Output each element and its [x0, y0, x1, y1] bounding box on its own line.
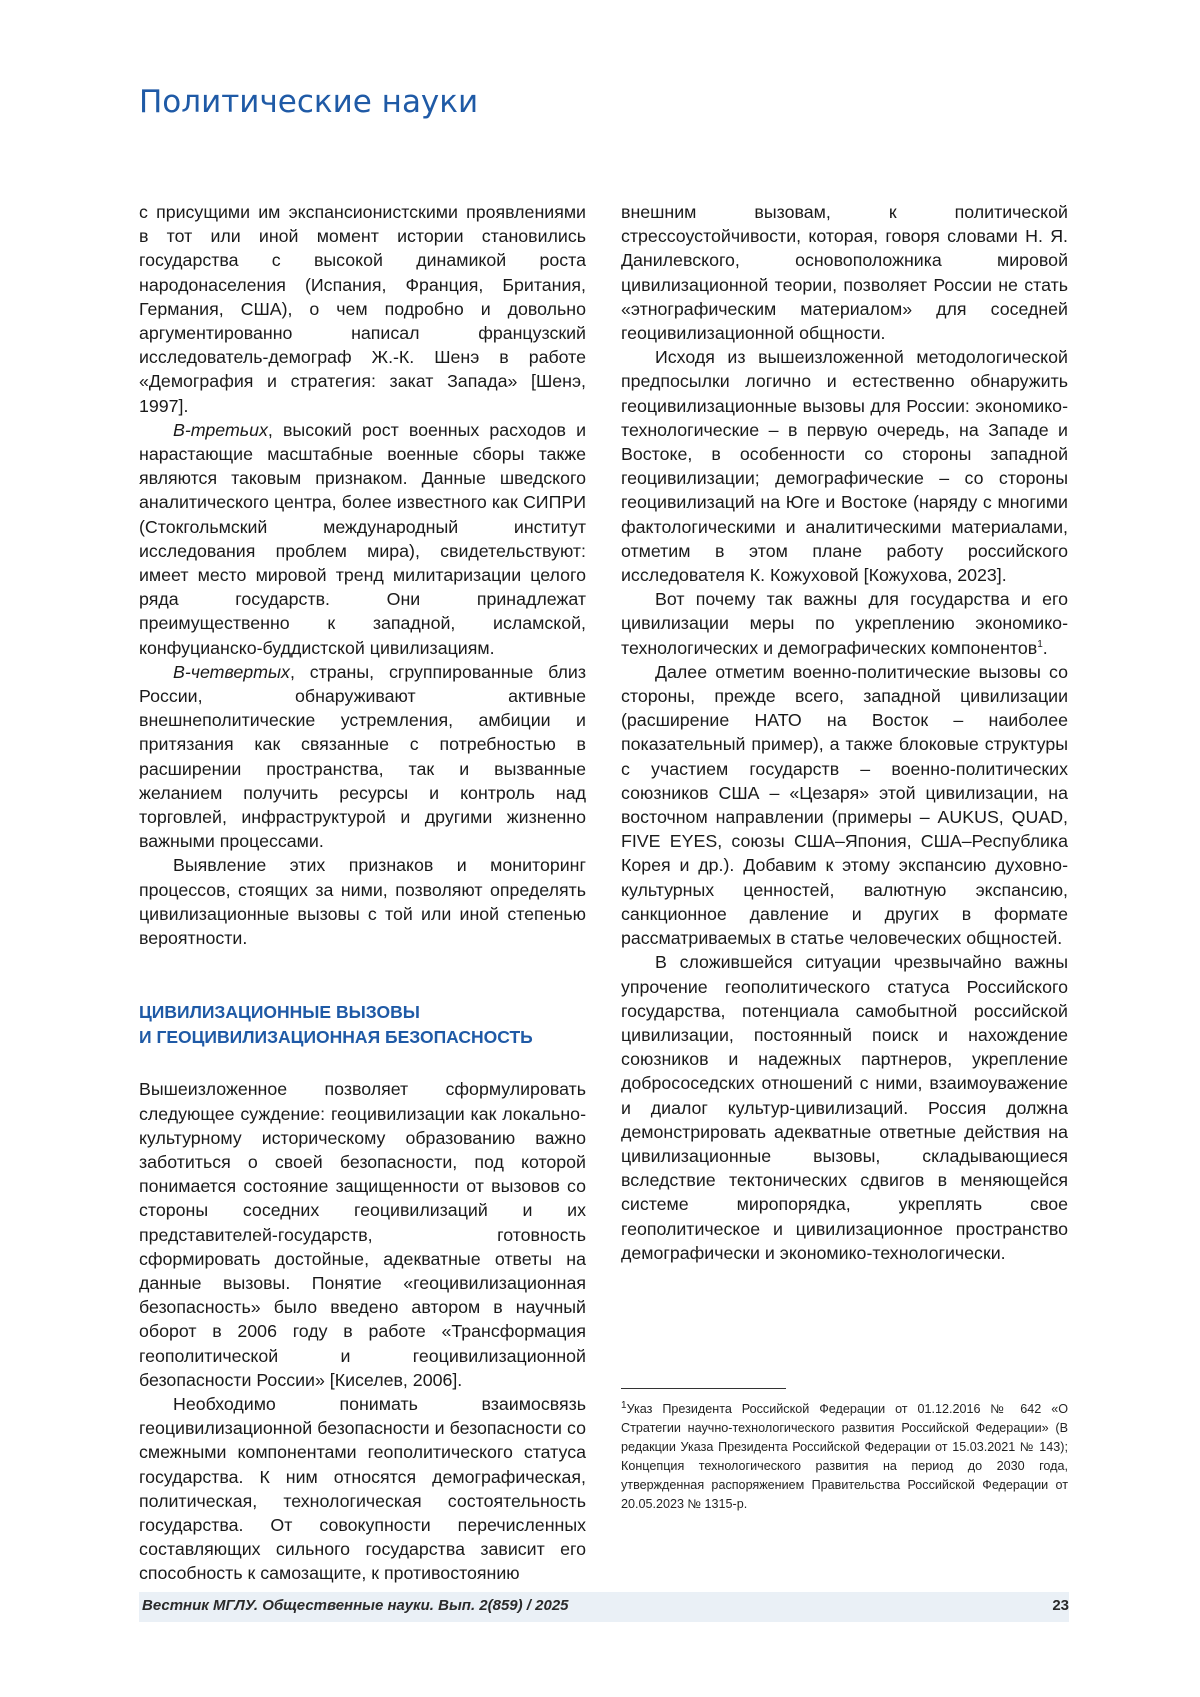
emphasis-lead: В-четвертых	[173, 661, 290, 682]
paragraph: В сложившейся ситуации чрезвычайно важны упрочение геополитического статуса Российского государства, потенциала самобытной российской цивилизации, постоянный поиск и нахождение союзников и надежных партнеров, укрепление добрососедских отношений с ними, взаимоуважение и диалог культур-цивилизаций. Россия должна демонстрировать адекватные ответные действия на цивилизационные вызовы, складывающиеся вследствие тектонических сдвигов в меняющейся системе миропорядка, укреплять свое геополитическое и цивилизационное пространство демографически и экономико-технологически.	[621, 952, 1068, 1263]
paragraph	[139, 660, 586, 854]
journal-title: Вестник МГЛУ. Общественные науки. Вып. 2(859) / 2025	[142, 1597, 569, 1614]
paragraph-text: , страны, сгруппированные близ России, обнаруживают активные внешнеполитические устремления, амбиции и притязания как связанные с потребностью в расширении пространства, так и вызванные желанием получить ресурсы и контроль над торговлей, инфраструктурой и другими жизненно важными процессами.	[139, 661, 586, 852]
paragraph	[621, 587, 1068, 660]
section-title: Политические науки	[139, 84, 479, 120]
heading-line: ЦИВИЛИЗАЦИОННЫЕ ВЫЗОВЫ	[139, 1002, 420, 1023]
footnote-marker: 1	[621, 1399, 627, 1411]
paragraph: Вышеизложенное позволяет сформулировать следующее суждение: геоцивилизации как локально-культурному историческому образованию важно заботиться о своей безопасности, под которой понимается состояние защищенности от вызовов со стороны соседних геоцивилизаций и их представителей-государств, готовность сформировать достойные, адекватные ответы на данные вызовы. Понятие «геоцивилизационная безопасность» было введено автором в научный оборот в 2006 году в работе «Трансформация геополитической и геоцивилизационной безопасности России» [Киселев, 2006].	[139, 1079, 586, 1390]
footnote	[621, 1400, 1068, 1514]
footnote-text: Указ Президента Российской Федерации от 01.12.2016 № 642 «О Стратегии научно-технологического развития Российской Федерации» (В редакции Указа Президента Российской Федерации от 15.03.2021 № 143); Концепция технологического развития на период до 2030 года, утвержденная распоряжением Правительства Российской Федерации от 20.05.2023 № 1315-р.	[621, 1402, 1068, 1511]
paragraph	[139, 418, 586, 660]
paragraph: Исходя из вышеизложенной методологической предпосылки логично и естественно обнаружить геоцивилизационные вызовы для России: экономико-технологические – в первую очередь, на Западе и Востоке, в особенности со стороны западной геоцивилизации; демографические – со стороны геоцивилизаций на Юге и Востоке (наряду с многими фактологическими и аналитическими материалами, отметим в этом плане работу российского исследователя К. Кожуховой [Кожухова, 2023].	[621, 347, 1068, 586]
paragraph: Необходимо понимать взаимосвязь геоцивилизационной безопасности и безопасности со смежными компонентами геополитического статуса государства. К ним относятся демографическая, политическая, технологическая состоятельность государства. От совокупности перечисленных составляющих сильного государства зависит его способность к самозащите, к противостоянию	[139, 1393, 586, 1584]
page-number: 23	[1052, 1597, 1069, 1614]
footnote-divider	[621, 1388, 786, 1389]
paragraph-text: Вот почему так важны для государства и его цивилизации меры по укреплению экономико-технологических и демографических компонентов	[621, 589, 1068, 658]
heading-line: И ГЕОЦИВИЛИЗАЦИОННАЯ БЕЗОПАСНОСТЬ	[139, 1027, 533, 1048]
paragraph: с присущими им экспансионистскими проявлениями в тот или иной момент истории становились государства с высокой динамикой роста народонаселения (Испания, Франция, Британия, Германия, США), о чем подробно и довольно аргументированно написал французский исследователь-демограф Ж.-К. Шенэ в работе «Демография и стратегия: закат Запада» [Шенэ, 1997].	[139, 202, 586, 416]
section-heading	[139, 1000, 586, 1050]
paragraph-text: .	[1042, 637, 1048, 658]
footnote-ref[interactable]: 1	[1037, 638, 1043, 650]
right-column	[621, 200, 1068, 1265]
paragraph-text: , высокий рост военных расходов и нарастающие масштабные военные сборы также являются таковым признаком. Данные шведского аналитического центра, более известного как СИПРИ (Стокгольмский международный институт исследования проблем мира), свидетельствуют: имеет место мировой тренд милитаризации целого ряда государств. Они принадлежат преимущественно к западной, исламской, конфуцианско-буддистской цивилизациям.	[139, 419, 586, 658]
paragraph: Выявление этих признаков и мониторинг процессов, стоящих за ними, позволяют определять цивилизационные вызовы с той или иной степенью вероятности.	[139, 855, 586, 949]
left-column	[139, 200, 586, 1586]
emphasis-lead: В-третьих	[173, 419, 268, 440]
paragraph: внешним вызовам, к политической стрессоустойчивости, которая, говоря словами Н. Я. Данилевского, основоположника мировой цивилизационной теории, позволяет России не стать «этнографическим материалом» для соседней геоцивилизационной общности.	[621, 202, 1068, 344]
paragraph: Далее отметим военно-политические вызовы со стороны, прежде всего, западной цивилизации (расширение НАТО на Восток – наиболее показательный пример), а также блоковые структуры с участием государств – военно-политических союзников США – «Цезаря» этой цивилизации, на восточном направлении (примеры – AUKUS, QUAD, FIVE EYES, союзы США–Япония, США–Республика Корея и др.). Добавим к этому экспансию духовно-культурных ценностей, валютную экспансию, санкционное давление и других в формате рассматриваемых в статье человеческих общностей.	[621, 661, 1068, 949]
